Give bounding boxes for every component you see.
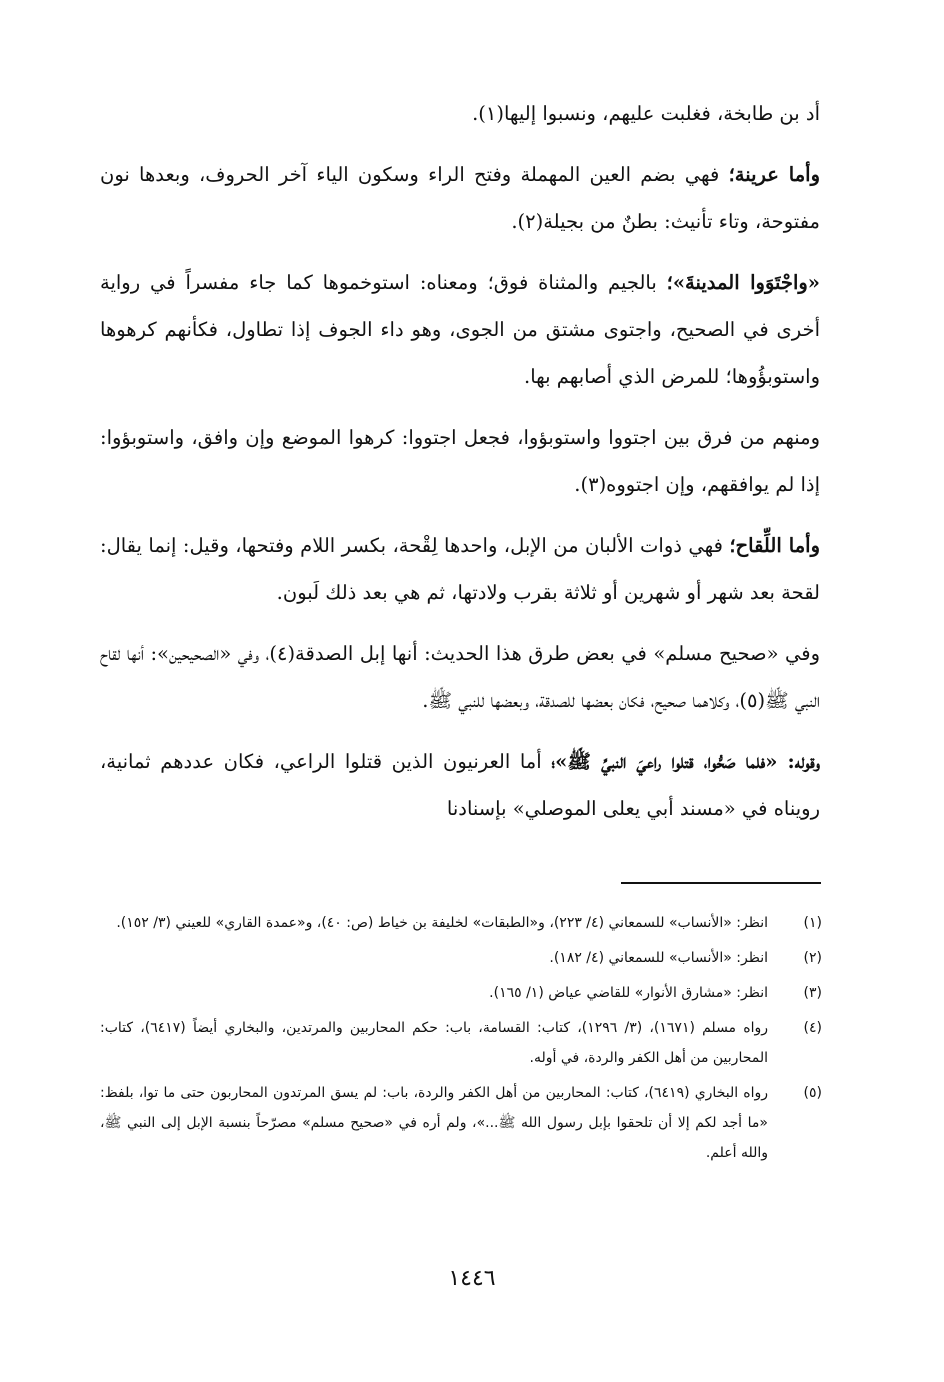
paragraph-text: أما العرنيون الذين قتلوا الراعي، فكان عددهم ثمانية، رويناه في «مسند أبي يعلى الموصلي» بإسنادنا — [100, 750, 820, 820]
footnote — [100, 1078, 822, 1168]
footnote-number: (٤) — [803, 1020, 822, 1036]
footnote-text: انظر: «مشارق الأنوار» للقاضي عياض (١/ ١٦٥). — [489, 985, 768, 1001]
paragraph — [100, 522, 820, 616]
paragraph-text: فهي بضم العين المهملة وفتح الراء وسكون الياء آخر الحروف، وبعدها نون مفتوحة، وتاء تأنيث: بطنٌ من بجيلة(٢). — [100, 163, 820, 233]
paragraph-text: أد بن طابخة، فغلبت عليهم، ونسبوا إليها(١). — [472, 102, 820, 125]
paragraph — [100, 90, 820, 137]
paragraph-lead: وأما عرينة؛ — [728, 163, 820, 186]
paragraph — [100, 151, 820, 245]
paragraph-lead: وأما اللِّقاح؛ — [729, 534, 820, 557]
paragraph — [100, 738, 820, 832]
paragraph-lead: «واجْتَوَوا المدينةَ»؛ — [666, 271, 820, 294]
footnote-number: (٥) — [803, 1085, 822, 1101]
footnote — [100, 1013, 822, 1073]
paragraph-text: بالجيم والمثناة فوق؛ ومعناه: استوخموها كما جاء مفسراً في رواية أخرى في الصحيح، واجتوى مشتق من الجوى، وهو داء الجوف إذا تطاول، فكأنهم كرهوها واستوبؤُوها؛ للمرض الذي أصابهم بها. — [100, 271, 820, 388]
footnote — [100, 978, 822, 1008]
footnote-text: رواه البخاري (٦٤١٩)، كتاب: المحاربين من أهل الكفر والردة، باب: لم يسق المرتدون المحاربون حتى ما توا، بلفظ: «ما أجد لكم إلا أن تلحقوا بإبل رسول الله ﷺ...»، ولم أره في «صحيح مسلم» مصرّحاً بنسبة الإبل إلى النبي ﷺ، والله أعلم. — [100, 1085, 769, 1161]
paragraph-text: وفي «صحيح مسلم» في بعض طرق هذا الحديث: أنها إبل الصدقة(٤)، وفي «الصحيحين»: أنها لقاح النبي ﷺ(٥)، وكلاهما صحيح، فكان بعضها للصدقة، وبعضها للنبي ﷺ. — [100, 642, 820, 712]
main-text — [100, 90, 820, 846]
paragraph-text: فهي ذوات الألبان من الإبل، واحدها لِقْحة، بكسر اللام وفتحها، وقيل: إنما يقال: لقحة بعد شهر أو شهرين أو ثلاثة بقرب ولادتها، ثم هي بعد ذلك لَبون. — [100, 534, 820, 604]
footnote-number: (٣) — [803, 985, 822, 1001]
footnotes — [100, 908, 822, 1173]
page-number: ١٤٤٦ — [448, 1266, 496, 1291]
paragraph-text: ومنهم من فرق بين اجتووا واستوبؤوا، فجعل اجتووا: كرهوا الموضع وإن وافق، واستوبؤوا: إذا لم يوافقهم، وإن اجتووه(٣). — [100, 426, 820, 496]
footnote-text: انظر: «الأنساب» للسمعاني (٤/ ١٨٢). — [549, 950, 768, 966]
paragraph — [100, 414, 820, 508]
paragraph — [100, 259, 820, 400]
footnote-text: رواه مسلم (١٦٧١)، (٣/ ١٢٩٦)، كتاب: القسامة، باب: حكم المحاربين والمرتدين، والبخاري أيضاً (٦٤١٧)، كتاب: المحاربين من أهل الكفر والردة، في أوله. — [100, 1020, 768, 1066]
footnote-separator — [621, 882, 821, 884]
footnote — [100, 943, 822, 973]
footnote-text: انظر: «الأنساب» للسمعاني (٤/ ٢٢٣)، و«الطبقات» لخليفة بن خياط (ص: ٤٠)، و«عمدة القاري» للعيني (٣/ ١٥٢). — [116, 915, 768, 931]
paragraph — [100, 630, 820, 724]
footnote-number: (١) — [803, 915, 822, 931]
footnote — [100, 908, 822, 938]
footnote-number: (٢) — [803, 950, 822, 966]
paragraph-lead: وقوله: «فلما صَحُّوا، قتلوا راعيَ النبيِّ ﷺ»؛ — [551, 750, 820, 773]
